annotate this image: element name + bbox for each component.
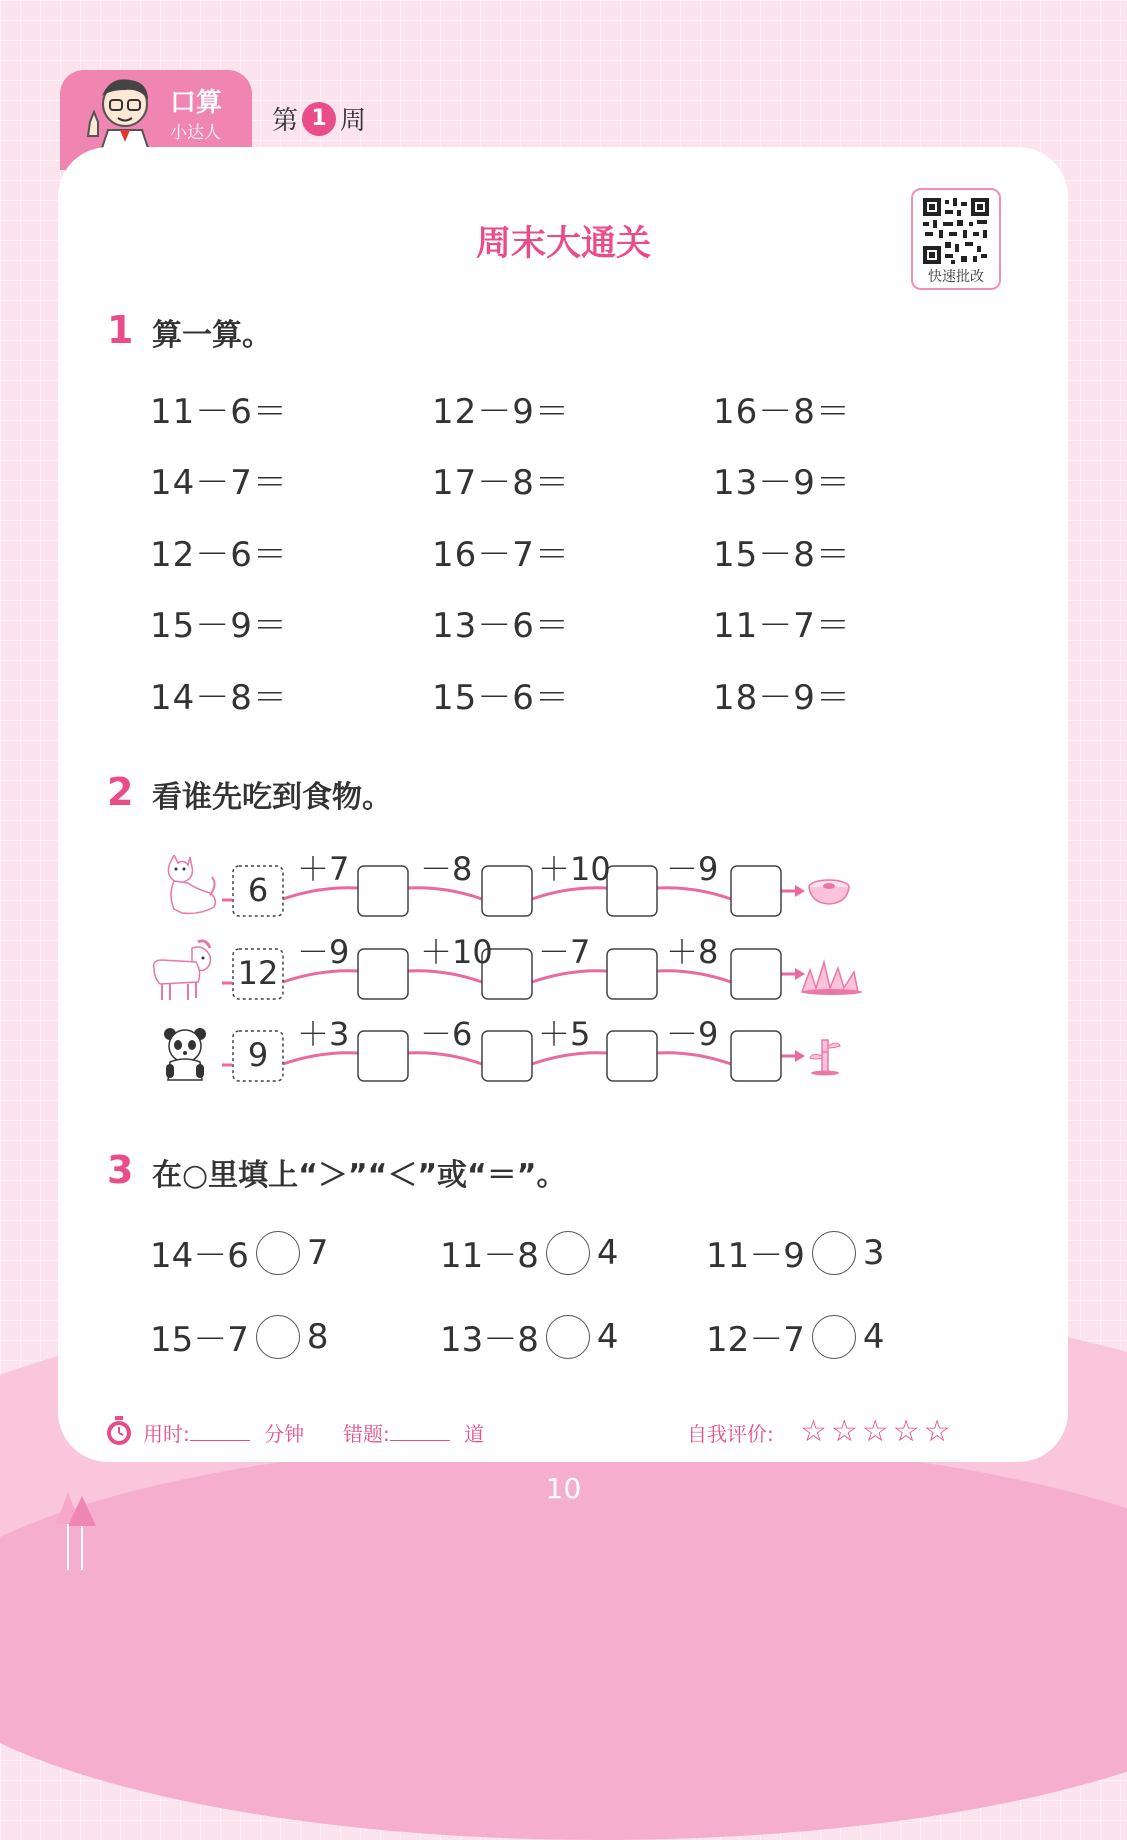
chain-operator: ＋3 <box>297 1015 350 1053</box>
chain-operator: －9 <box>666 850 719 888</box>
cat-food-bowl-icon <box>805 877 853 907</box>
q1-problem[interactable]: 13－6＝ <box>432 606 570 646</box>
q1-instruction: 算一算。 <box>152 318 272 353</box>
q1-problem[interactable]: 18－9＝ <box>713 678 851 718</box>
chain-operator: －8 <box>420 850 473 888</box>
q1-problem[interactable]: 13－9＝ <box>713 463 851 503</box>
q3-compare-item <box>440 1312 619 1361</box>
q3-left-expression: 12－7 <box>706 1320 805 1360</box>
q3-right-value: 4 <box>862 1316 885 1357</box>
q1-problem[interactable]: 15－8＝ <box>713 535 851 575</box>
chain-operator: －9 <box>666 1015 719 1053</box>
chain-operator: ＋7 <box>297 850 350 888</box>
chain-answer-box[interactable] <box>731 1031 781 1081</box>
chain-answer-box[interactable] <box>731 866 781 916</box>
q3-compare-circle[interactable] <box>256 1231 300 1275</box>
chain-answer-box[interactable] <box>358 949 408 999</box>
q1-problem[interactable]: 15－6＝ <box>432 678 570 718</box>
brand-title: 口算 <box>170 88 223 118</box>
chain-operator: －6 <box>420 1015 473 1053</box>
errors-blank[interactable] <box>390 1422 450 1441</box>
q1-problem[interactable]: 12－6＝ <box>150 535 288 575</box>
q2-instruction: 看谁先吃到食物。 <box>152 780 392 815</box>
chain-operator: ＋10 <box>420 933 493 971</box>
time-blank[interactable] <box>190 1422 250 1441</box>
week-suffix: 周 <box>340 106 367 136</box>
q3-left-expression: 11－9 <box>706 1236 805 1276</box>
q3-instruction: 在○里填上“＞”“＜”或“＝”。 <box>152 1158 567 1193</box>
brand-subtitle: 小达人 <box>170 123 221 143</box>
goat-icon <box>148 938 226 1004</box>
q3-number: 3 <box>107 1148 134 1192</box>
tree-decoration-icon <box>54 1492 98 1570</box>
chain-answer-box[interactable] <box>358 866 408 916</box>
q1-problem[interactable]: 16－8＝ <box>713 392 851 432</box>
self-eval-label: 自我评价: <box>687 1422 774 1446</box>
q1-problem[interactable]: 14－7＝ <box>150 463 288 503</box>
chain-start-value: 6 <box>247 871 269 909</box>
q3-compare-circle[interactable] <box>812 1315 856 1359</box>
q1-number: 1 <box>107 308 134 352</box>
chain-answer-box[interactable] <box>482 1031 532 1081</box>
cat-icon <box>160 855 220 917</box>
week-prefix: 第 <box>272 106 299 136</box>
q1-problem[interactable]: 15－9＝ <box>150 606 288 646</box>
q3-compare-item <box>440 1228 619 1277</box>
chain-answer-box[interactable] <box>607 1031 657 1081</box>
errors-unit: 道 <box>464 1422 485 1446</box>
q3-compare-circle[interactable] <box>812 1231 856 1275</box>
chain-start-value: 9 <box>247 1036 269 1074</box>
q3-compare-circle[interactable] <box>546 1231 590 1275</box>
chain-start-value: 12 <box>237 954 279 992</box>
q3-compare-circle[interactable] <box>546 1315 590 1359</box>
grass-icon <box>798 958 866 996</box>
chain-answer-box[interactable] <box>607 866 657 916</box>
self-eval-stars[interactable]: ☆☆☆☆☆ <box>800 1414 955 1449</box>
qr-label: 快速批改 <box>928 269 984 285</box>
q3-compare-item <box>706 1228 885 1277</box>
q1-problem[interactable]: 12－9＝ <box>432 392 570 432</box>
errors-label: 错题: <box>343 1422 390 1446</box>
q3-compare-item <box>150 1312 329 1361</box>
q2-number: 2 <box>107 770 134 814</box>
q3-right-value: 4 <box>596 1232 619 1273</box>
q3-left-expression: 14－6 <box>150 1236 249 1276</box>
chain-operator: ＋5 <box>538 1015 591 1053</box>
q1-problem[interactable]: 17－8＝ <box>432 463 570 503</box>
chain-answer-box[interactable] <box>358 1031 408 1081</box>
q3-right-value: 8 <box>306 1316 329 1357</box>
q3-compare-item <box>706 1312 885 1361</box>
chain-answer-box[interactable] <box>731 949 781 999</box>
chain-operator: －9 <box>297 933 350 971</box>
q3-compare-circle[interactable] <box>256 1315 300 1359</box>
q1-problem[interactable]: 16－7＝ <box>432 535 570 575</box>
q1-problem[interactable]: 14－8＝ <box>150 678 288 718</box>
week-number-badge: 1 <box>302 102 336 136</box>
time-field <box>143 1418 304 1447</box>
chain-arrow-head <box>795 1050 805 1062</box>
panda-icon <box>162 1026 208 1084</box>
time-unit: 分钟 <box>264 1422 305 1446</box>
chain-operator: ＋10 <box>538 850 611 888</box>
page-title: 周末大通关 <box>475 224 651 264</box>
q3-right-value: 4 <box>596 1316 619 1357</box>
q3-right-value: 7 <box>306 1232 329 1273</box>
q1-problem[interactable]: 11－7＝ <box>713 606 851 646</box>
q3-left-expression: 11－8 <box>440 1236 539 1276</box>
q3-left-expression: 15－7 <box>150 1320 249 1360</box>
q3-left-expression: 13－8 <box>440 1320 539 1360</box>
chain-operator: ＋8 <box>666 933 719 971</box>
chain-arrow-head <box>795 885 805 897</box>
bamboo-icon <box>808 1036 842 1076</box>
chain-answer-box[interactable] <box>482 866 532 916</box>
chain-operator: －7 <box>538 933 591 971</box>
q3-right-value: 3 <box>862 1232 885 1273</box>
chain-answer-box[interactable] <box>607 949 657 999</box>
q1-problem[interactable]: 11－6＝ <box>150 392 288 432</box>
stopwatch-icon <box>105 1416 133 1446</box>
q3-compare-item <box>150 1228 329 1277</box>
time-label: 用时: <box>143 1422 190 1446</box>
page-number: 10 <box>545 1472 582 1505</box>
errors-field <box>343 1418 484 1447</box>
